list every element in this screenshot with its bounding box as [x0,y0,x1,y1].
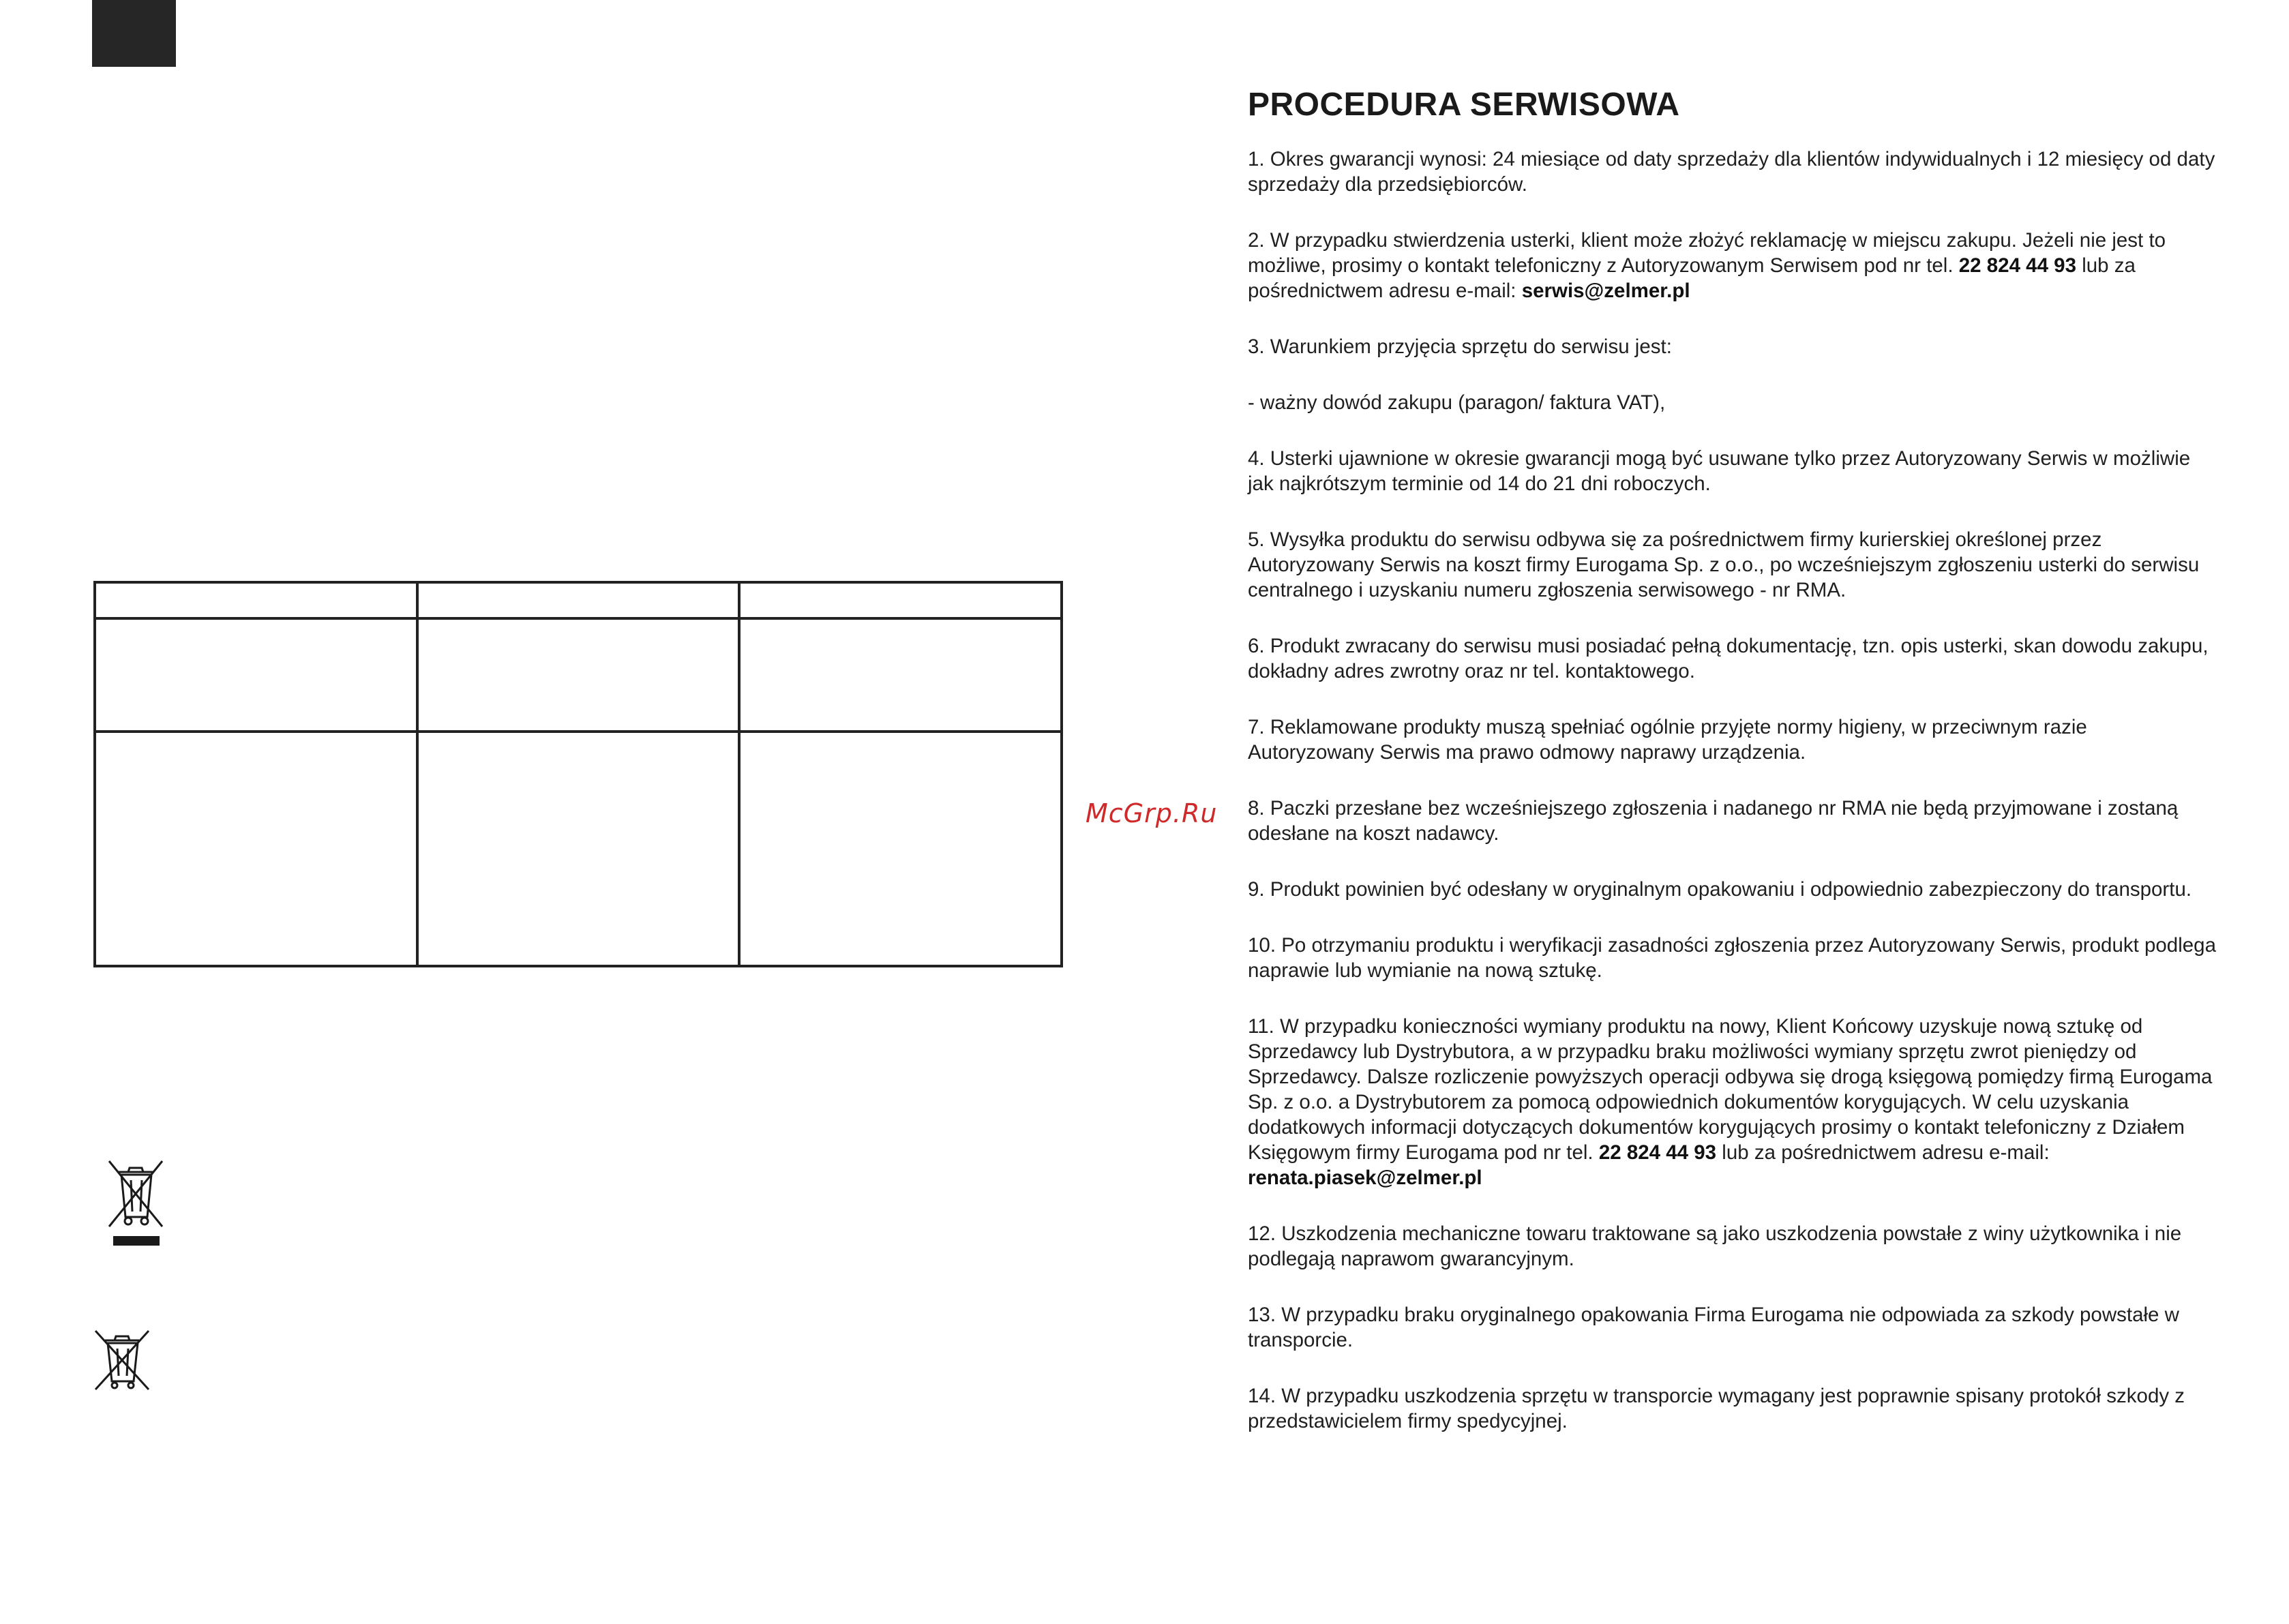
procedure-item: 10. Po otrzymaniu produktu i weryfikacji zasadności zgłoszenia przez Autoryzowany Serwis, produkt podlega naprawie lub wymianie na nową sztukę. [1248,934,2216,982]
table-cell [739,582,1062,618]
procedure-item: - ważny dowód zakupu (paragon/ faktura VAT), [1248,391,1666,414]
procedure-item: 12. Uszkodzenia mechaniczne towaru traktowane są jako uszkodzenia powstałe z winy użytkownika i nie podlegają naprawom gwarancyjnym. [1248,1222,2182,1270]
service-procedure [1248,86,2216,1464]
table-cell [417,618,740,732]
accounting-email: renata.piasek@zelmer.pl [1248,1167,1482,1189]
procedure-item: 3. Warunkiem przyjęcia sprzętu do serwisu jest: [1248,335,1672,358]
table-row [95,618,1062,732]
table-row [95,582,1062,618]
accounting-phone: 22 824 44 93 [1598,1141,1717,1164]
service-phone: 22 824 44 93 [1958,254,2076,277]
procedure-item: 9. Produkt powinien być odesłany w oryginalnym opakowaniu i odpowiednio zabezpieczony do transportu. [1248,878,2192,901]
procedure-item: 5. Wysyłka produktu do serwisu odbywa się za pośrednictwem firmy kurierskiej określonej przez Autoryzowany Serwis na koszt firmy Eurogama Sp. z o.o., po wcześniejszym zgłoszeniu usterki do serwisu centralnego i uzyskaniu numeru zgłoszenia serwisowego - nr RMA. [1248,528,2200,601]
table-cell [739,618,1062,732]
watermark: McGrp.Ru [1086,798,1218,828]
procedure-item: 14. W przypadku uszkodzenia sprzętu w transporcie wymagany jest poprawnie spisany protokół szkody z przedstawicielem firmy spedycyjnej. [1248,1385,2185,1432]
table-cell [95,582,417,618]
table-cell [739,732,1062,966]
table-cell [417,732,740,966]
table-cell [417,582,740,618]
procedure-item: 8. Paczki przesłane bez wcześniejszego zgłoszenia i nadanego nr RMA nie będą przyjmowane i zostaną odesłane na koszt nadawcy. [1248,797,2179,845]
procedure-item: 1. Okres gwarancji wynosi: 24 miesiące od daty sprzedaży dla klientów indywidualnych i 12 miesięcy od daty sprzedaży dla przedsiębiorców. [1248,148,2215,196]
service-email: serwis@zelmer.pl [1521,280,1690,302]
empty-form-table [93,581,1063,967]
procedure-item: 6. Produkt zwracany do serwisu musi posiadać pełną dokumentację, tzn. opis usterki, skan dowodu zakupu, dokładny adres zwrotny oraz nr tel. kontaktowego. [1248,635,2209,682]
table-row [95,732,1062,966]
procedure-item: 13. W przypadku braku oryginalnego opakowania Firma Eurogama nie odpowiada za szkody powstałe w transporcie. [1248,1304,2179,1351]
procedure-item: 11. W przypadku konieczności wymiany produktu na nowy, Klient Końcowy uzyskuje nową sztukę od Sprzedawcy lub Dystrybutora, a w przypadku braku możliwości wymiany sprzętu zwrot pieniędzy od Sprzedawcy. Dalsze rozliczenie powyższych operacji odbywa się drogą księgową pomiędzy firmą Eurogama Sp. z o.o. a Dystrybutorem za pomocą odpowiednich dokumentów korygujących. W celu uzyskania dodatkowych informacji dotyczących dokumentów korygujących prosimy o kontakt telefoniczny z Działem Księgowym firmy Eurogama pod nr tel. 22 824 44 93 lub za pośrednictwem adresu e-mail: renata.piasek@zelmer.pl [1248,1015,2213,1189]
table-cell [95,618,417,732]
page-title: PROCEDURA SERWISOWA [1248,87,1680,123]
weee-bin-barred-icon [104,1157,168,1247]
procedure-item: 2. W przypadku stwierdzenia usterki, klient może złożyć reklamację w miejscu zakupu. Jeżeli nie jest to możliwe, prosimy o kontakt telefoniczny z Autoryzowanym Serwisem pod nr tel. 22 824 44 93 lub za pośrednictwem adresu e-mail: serwis@zelmer.pl [1248,229,2166,302]
procedure-item: 7. Reklamowane produkty muszą spełniać ogólnie przyjęte normy higieny, w przeciwnym razie Autoryzowany Serwis ma prawo odmowy naprawy urządzenia. [1248,716,2087,764]
procedure-item: 4. Usterki ujawnione w okresie gwarancji mogą być usuwane tylko przez Autoryzowany Serwis w możliwie jak najkrótszym terminie od 14 do 21 dni roboczych. [1248,447,2191,495]
table-cell [95,732,417,966]
page-corner-tab [92,0,176,67]
weee-bin-icon [91,1328,153,1392]
